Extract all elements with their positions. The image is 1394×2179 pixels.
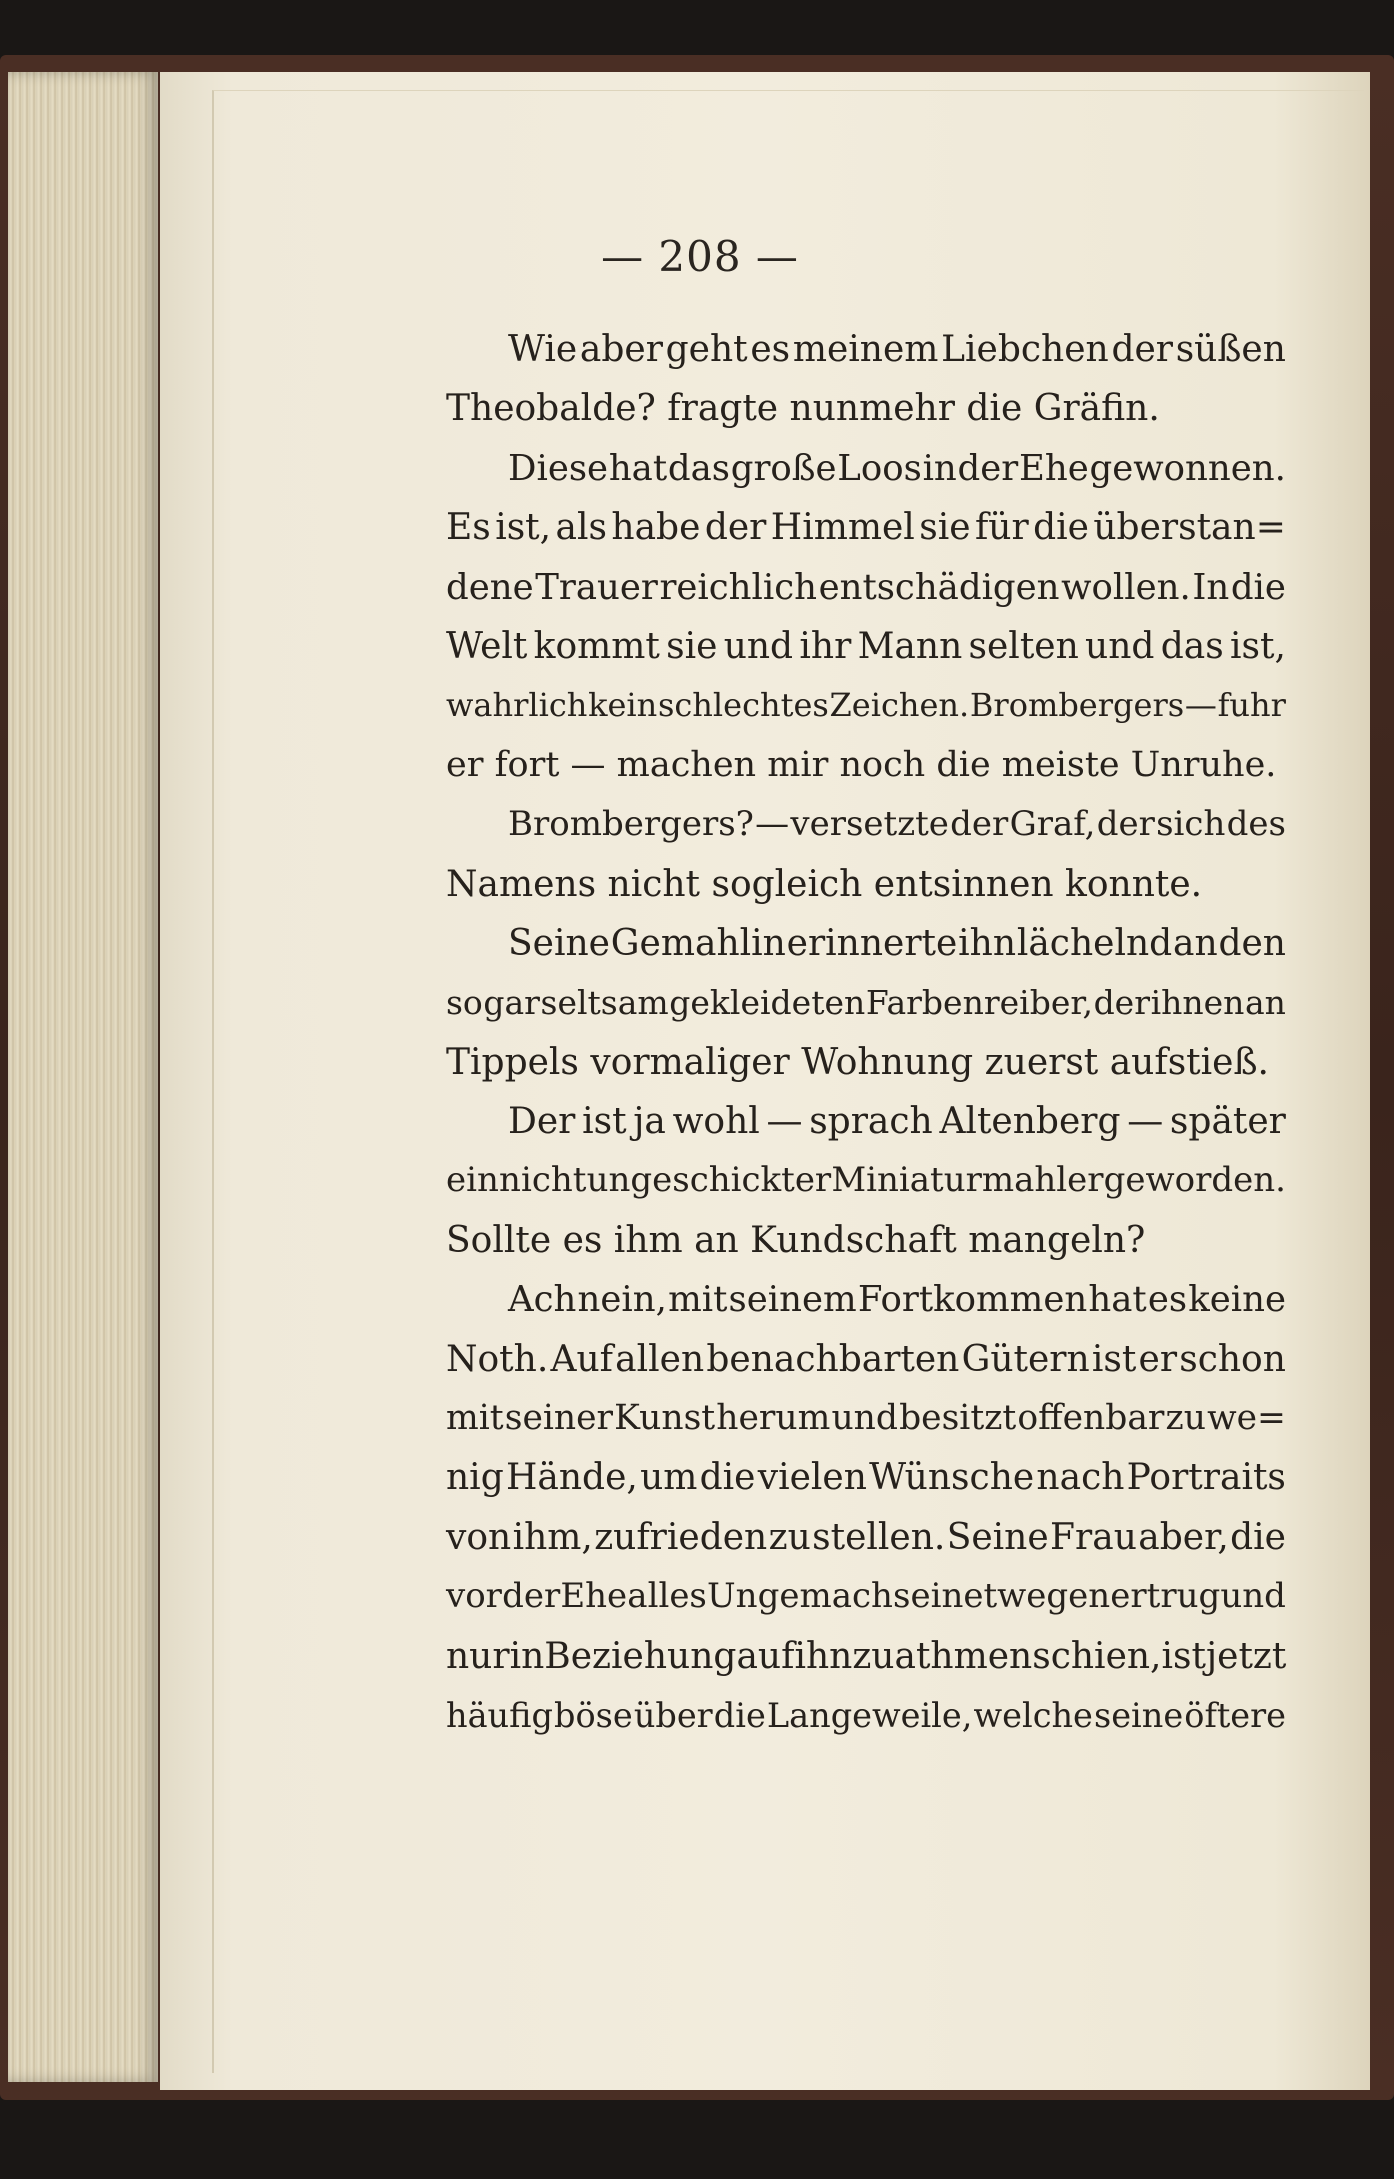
word: mit xyxy=(446,1398,504,1439)
word: er xyxy=(1138,1338,1178,1380)
word: Kunst xyxy=(614,1398,716,1439)
word: über xyxy=(633,1695,713,1735)
word: ihr xyxy=(799,625,852,667)
word: und xyxy=(1220,1576,1286,1617)
word: versetzte xyxy=(790,804,949,845)
word: geht xyxy=(665,329,748,370)
word: in xyxy=(509,1635,545,1677)
word: schon xyxy=(1179,1338,1286,1380)
text-line xyxy=(446,1508,1286,1567)
page-edges xyxy=(8,72,158,2082)
word: Seine xyxy=(508,922,610,964)
word: große xyxy=(730,447,837,489)
word: Gütern xyxy=(961,1338,1090,1380)
word: — xyxy=(1184,686,1217,725)
word: sich xyxy=(1156,804,1226,845)
word: öftere xyxy=(1184,1695,1286,1735)
word: mit xyxy=(668,1279,728,1321)
word: wohl xyxy=(672,1101,760,1143)
text-line xyxy=(446,1211,1286,1270)
word: Miniaturmahler xyxy=(831,1160,1104,1201)
word: zu xyxy=(768,1516,811,1558)
word: reichlich xyxy=(659,566,817,608)
word: Langeweile, xyxy=(766,1695,973,1735)
word: und xyxy=(1085,625,1155,667)
word: lächelnd xyxy=(1016,922,1173,964)
word: die xyxy=(699,1457,756,1499)
word: wahrlich xyxy=(446,686,588,725)
word: — xyxy=(1127,1101,1164,1143)
text-line-content: Tippels vormaliger Wohnung zuerst aufstieß. xyxy=(446,1041,1269,1083)
text-line xyxy=(446,379,1286,438)
word: das xyxy=(1160,625,1224,667)
word: fuhr xyxy=(1217,686,1286,725)
word: später xyxy=(1169,1101,1286,1143)
text-line xyxy=(446,1033,1286,1092)
text-line-content: Theobalde? fragte nunmehr die Gräfin. xyxy=(446,388,1160,430)
word: ja xyxy=(633,1101,666,1143)
word: Wünsche xyxy=(869,1457,1035,1499)
word: entschädigen xyxy=(818,566,1060,608)
word: und xyxy=(831,1398,898,1439)
word: herum xyxy=(716,1398,831,1439)
text-line xyxy=(446,1448,1286,1507)
word: ungeschickter xyxy=(586,1160,832,1201)
word: schien, xyxy=(1032,1635,1162,1677)
word: Es xyxy=(446,507,491,549)
word: Ungemach xyxy=(707,1576,893,1617)
word: seiner xyxy=(504,1398,614,1439)
text-line xyxy=(446,1627,1286,1686)
word: die xyxy=(713,1695,766,1735)
word: geworden. xyxy=(1103,1160,1286,1201)
word: — xyxy=(766,1101,803,1143)
word: gewonnen. xyxy=(1089,447,1286,489)
word: Brombergers? xyxy=(508,804,754,845)
word: alles xyxy=(627,1576,707,1617)
word: für xyxy=(974,507,1029,549)
word: seinetwegen xyxy=(893,1576,1111,1617)
word: Brombergers xyxy=(969,686,1185,725)
word: gar xyxy=(483,983,540,1023)
word: Hände, xyxy=(505,1457,638,1499)
word: an xyxy=(1244,983,1286,1023)
word: der xyxy=(502,1576,561,1617)
word: des xyxy=(1226,804,1286,845)
word: Gemahlin xyxy=(610,922,786,964)
word: Beziehung xyxy=(544,1635,737,1677)
text-line xyxy=(446,320,1286,379)
word: ertrug xyxy=(1110,1576,1221,1617)
word: besitzt xyxy=(899,1398,1017,1439)
word: überstan= xyxy=(1093,507,1286,549)
word: von xyxy=(446,1516,512,1558)
word: auf xyxy=(736,1635,795,1677)
word: süßen xyxy=(1175,329,1286,370)
word: Wie xyxy=(508,329,578,370)
word: böse xyxy=(554,1695,633,1735)
word: welche xyxy=(973,1695,1093,1735)
word: gekleideten xyxy=(669,983,866,1023)
word: we= xyxy=(1207,1398,1286,1439)
word: ihn xyxy=(958,922,1017,964)
text-line xyxy=(446,617,1286,676)
word: der xyxy=(704,507,767,549)
word: Der xyxy=(508,1101,576,1143)
text-line xyxy=(446,498,1286,557)
word: Auf xyxy=(550,1338,613,1380)
word: seltsam xyxy=(540,983,669,1023)
word: es xyxy=(1147,1279,1188,1321)
text-line xyxy=(446,1151,1286,1210)
word: nur xyxy=(446,1635,510,1677)
word: seinem xyxy=(728,1279,857,1321)
word: aber, xyxy=(1138,1516,1229,1558)
text-line xyxy=(446,1330,1286,1389)
word: der xyxy=(957,447,1019,489)
word: erinnerte xyxy=(786,922,958,964)
word: wollen. xyxy=(1061,566,1191,608)
word: um xyxy=(640,1457,698,1499)
word: stellen. xyxy=(812,1516,946,1558)
text-line-content: Sollte es ihm an Kundschaft mangeln? xyxy=(446,1219,1146,1261)
word: seine xyxy=(1094,1695,1184,1735)
text-line xyxy=(446,1092,1286,1151)
word: und xyxy=(723,625,794,667)
word: Mann xyxy=(857,625,963,667)
text-line xyxy=(446,1567,1286,1626)
word: der xyxy=(1096,804,1155,845)
word: vor xyxy=(446,1576,502,1617)
word: Trauer xyxy=(535,566,658,608)
word: häufig xyxy=(446,1695,553,1735)
word: ist xyxy=(1161,1635,1206,1677)
word: ihn xyxy=(794,1635,853,1677)
word: habe xyxy=(611,507,701,549)
word: ist xyxy=(1091,1338,1137,1380)
word: Loos xyxy=(837,447,922,489)
word: Himmel xyxy=(770,507,915,549)
word: ist, xyxy=(1229,625,1286,667)
word: hat xyxy=(1088,1279,1147,1321)
word: kein xyxy=(588,686,658,725)
text-line-content: er fort — machen mir noch die meiste Unruhe. xyxy=(446,744,1277,785)
word: Ehe xyxy=(1019,447,1089,489)
word: ihnen xyxy=(1150,983,1245,1023)
word: Liebchen xyxy=(941,329,1109,370)
word: nein, xyxy=(577,1279,667,1321)
word: Noth. xyxy=(446,1338,549,1380)
word: Ehe xyxy=(560,1576,628,1617)
word: in xyxy=(922,447,957,489)
page-number: — 208 — xyxy=(601,232,799,281)
word: Frau xyxy=(1050,1516,1137,1558)
word: Zeichen. xyxy=(829,686,970,725)
text-line xyxy=(446,439,1286,498)
word: nig xyxy=(446,1457,504,1499)
word: Fortkommen xyxy=(857,1279,1088,1321)
word: das xyxy=(667,447,730,489)
word: Portraits xyxy=(1126,1457,1286,1499)
word: jetzt xyxy=(1205,1635,1287,1677)
word: den xyxy=(1218,922,1286,964)
word: kommt xyxy=(533,625,660,667)
text-line xyxy=(446,973,1286,1032)
word: die xyxy=(1033,507,1089,549)
word: ein xyxy=(446,1160,499,1201)
word: nicht xyxy=(499,1160,587,1201)
word: In xyxy=(1192,566,1230,608)
text-line xyxy=(446,795,1286,854)
word: an xyxy=(1172,922,1218,964)
word: schlechtes xyxy=(657,686,829,725)
word: allen xyxy=(615,1338,705,1380)
word: der xyxy=(950,804,1009,845)
word: ihm, xyxy=(512,1516,593,1558)
word: es xyxy=(750,329,791,370)
word: — xyxy=(755,804,790,845)
word: Welt xyxy=(446,625,528,667)
body-text xyxy=(446,320,1286,1745)
word: meinem xyxy=(792,329,939,370)
word: nach xyxy=(1036,1457,1125,1499)
text-line xyxy=(446,1686,1286,1745)
word: ist, xyxy=(495,507,552,549)
text-line xyxy=(446,558,1286,617)
word: Seine xyxy=(946,1516,1049,1558)
text-line xyxy=(446,736,1286,795)
text-line xyxy=(446,1270,1286,1329)
text-line-content: Namens nicht sogleich entsinnen konnte. xyxy=(446,863,1203,905)
word: sie xyxy=(666,625,718,667)
word: Altenberg xyxy=(939,1101,1121,1143)
word: die xyxy=(1230,566,1286,608)
word: zu xyxy=(1165,1398,1206,1439)
word: der xyxy=(1111,329,1173,370)
word: Diese xyxy=(508,447,609,489)
word: zu xyxy=(852,1635,895,1677)
word: sie xyxy=(919,507,971,549)
word: keine xyxy=(1188,1279,1286,1321)
word: selten xyxy=(968,625,1079,667)
text-line xyxy=(446,676,1286,735)
text-line xyxy=(446,855,1286,914)
word: athmen xyxy=(894,1635,1033,1677)
word: vielen xyxy=(757,1457,867,1499)
word: hat xyxy=(608,447,668,489)
word: ist xyxy=(582,1101,627,1143)
word: dene xyxy=(446,566,534,608)
text-line xyxy=(446,1389,1286,1448)
word: benachbarten xyxy=(706,1338,960,1380)
word: offenbar xyxy=(1017,1398,1165,1439)
word: Ach xyxy=(508,1279,577,1321)
word: der xyxy=(1093,983,1150,1023)
text-line xyxy=(446,914,1286,973)
word: als xyxy=(555,507,607,549)
word: so xyxy=(446,983,483,1023)
word: die xyxy=(1230,1516,1286,1558)
word: zufrieden xyxy=(594,1516,768,1558)
word: Graf, xyxy=(1009,804,1096,845)
word: aber xyxy=(579,329,663,370)
word: sprach xyxy=(809,1101,933,1143)
word: Farbenreiber, xyxy=(865,983,1093,1023)
